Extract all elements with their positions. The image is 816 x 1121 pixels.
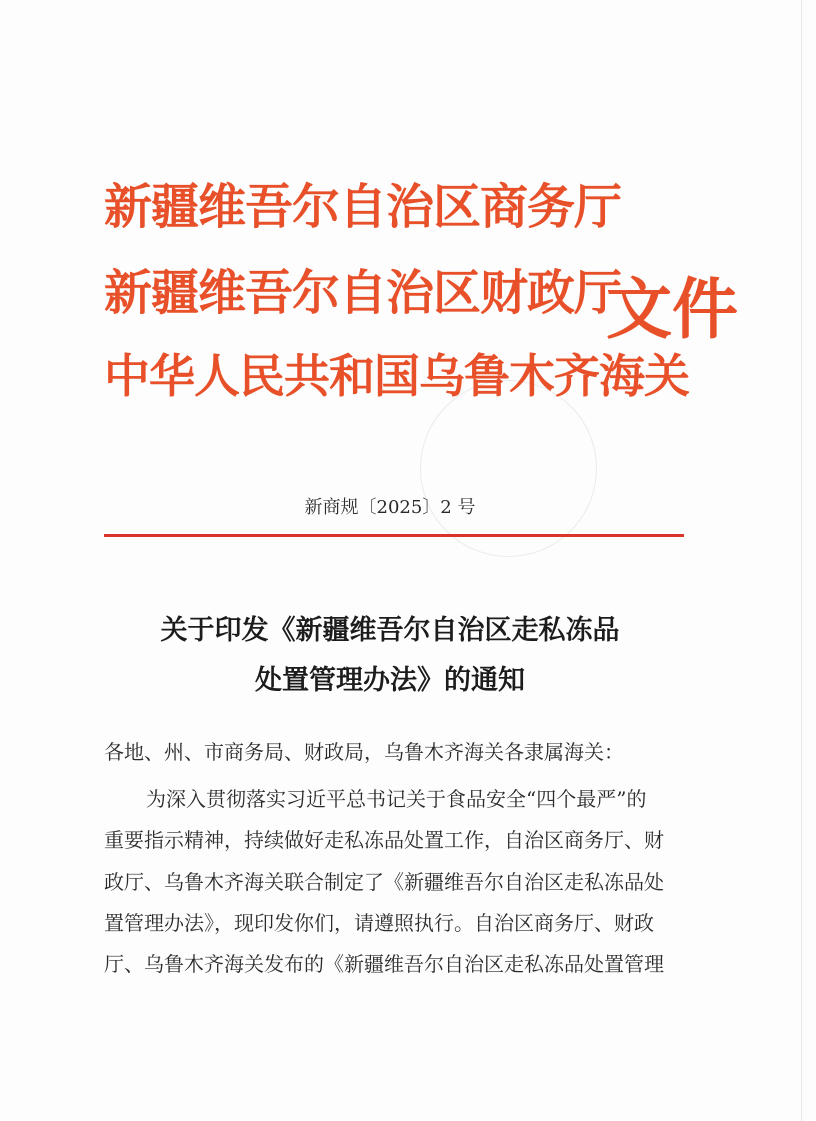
faint-seal-mark — [420, 380, 597, 557]
body-text-line: 为深入贯彻落实习近平总书记关于食品安全“四个最严”的 — [146, 787, 647, 811]
notice-title-line-1: 关于印发《新疆维吾尔自治区走私冻品 — [160, 615, 620, 646]
document-number: 新商规〔2025〕2 号 — [304, 497, 476, 518]
body-text-line: 厅、乌鲁木齐海关发布的《新疆维吾尔自治区走私冻品处置管理 — [104, 952, 664, 976]
issuer-urumqi-customs: 中华人民共和国乌鲁木齐海关 — [104, 349, 689, 403]
document-type-label: 文件 — [606, 271, 738, 348]
issuer-commerce-department: 新疆维吾尔自治区商务厅 — [104, 179, 622, 235]
notice-title-line-2: 处置管理办法》的通知 — [255, 665, 525, 696]
red-separator-rule — [104, 534, 684, 537]
scan-border — [801, 0, 802, 1121]
issuer-finance-department: 新疆维吾尔自治区财政厅 — [104, 265, 622, 321]
body-text-line: 政厅、乌鲁木齐海关联合制定了《新疆维吾尔自治区走私冻品处 — [104, 870, 664, 894]
addressee-line: 各地、州、市商务局、财政局，乌鲁木齐海关各隶属海关： — [104, 740, 624, 764]
body-text-line: 重要指示精神，持续做好走私冻品处置工作，自治区商务厅、财 — [104, 828, 664, 852]
body-text-line: 置管理办法》，现印发你们，请遵照执行。自治区商务厅、财政 — [104, 911, 654, 935]
